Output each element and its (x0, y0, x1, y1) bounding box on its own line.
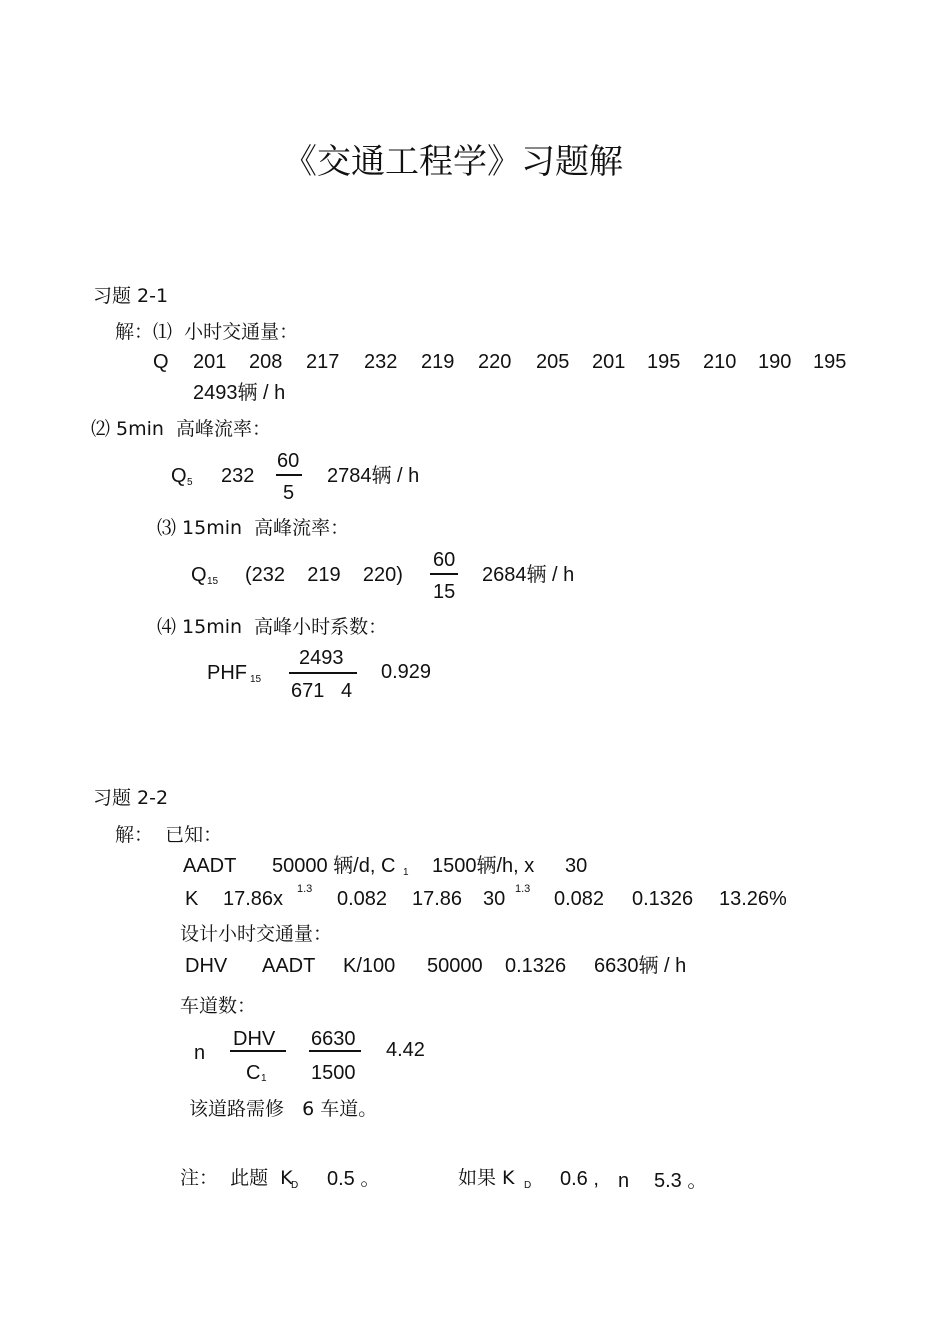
q5-denominator: 5 (283, 482, 295, 504)
problem-2-1-solution-label: 解：⑴ 小时交通量： (115, 321, 299, 343)
phf-denominator: 671 4 (291, 680, 353, 702)
k-label: K (185, 888, 199, 910)
q15-fraction-bar (430, 573, 458, 575)
note-part-b-subscript: D (524, 1180, 532, 1191)
note-part-a: 注： 此题 K (180, 1167, 293, 1189)
k-exponent-1: 1.3 (297, 883, 313, 895)
lanes-fraction-bar-2 (309, 1050, 361, 1052)
known-c-subscript: 1 (403, 867, 409, 878)
q-result: 2493辆 / h (193, 382, 286, 404)
conclusion-text: 该道路需修 6 车道。 (189, 1098, 378, 1120)
q-value-7: 205 (536, 351, 570, 373)
phf-fraction-bar (289, 672, 357, 674)
step-2-label: ⑵ 5min 高峰流率： (91, 418, 272, 440)
known-c-value: 1500辆/h, x (432, 855, 535, 877)
k-term-e: 0.082 (554, 888, 605, 910)
q5-result: 2784辆 / h (327, 465, 420, 487)
problem-2-2-solution-label: 解： 已知： (115, 824, 223, 846)
k-term-f: 0.1326 (632, 888, 694, 910)
lanes-fraction-bar-1 (230, 1050, 286, 1052)
phf-label: PHF (207, 662, 247, 684)
q15-label: Q (191, 564, 207, 586)
lanes-numerator-1: DHV (233, 1028, 276, 1050)
note-part-a-subscript: D (291, 1180, 299, 1191)
q-value-9: 195 (647, 351, 681, 373)
note-n-value: 5.3 。 (654, 1170, 708, 1192)
dhv-k: K/100 (343, 955, 396, 977)
q-value-5: 219 (421, 351, 455, 373)
q-value-4: 232 (364, 351, 398, 373)
k-term-a: 17.86x (223, 888, 284, 910)
lanes-denominator-1: C (246, 1062, 261, 1084)
q5-value: 232 (221, 465, 255, 487)
lanes-n: n (194, 1042, 206, 1064)
dhv-term-b: 0.1326 (505, 955, 567, 977)
q-label: Q (153, 351, 169, 373)
step-3-label: ⑶ 15min 高峰流率： (157, 517, 350, 539)
known-x-value: 30 (565, 855, 588, 877)
q5-subscript: 5 (187, 477, 193, 488)
k-result: 13.26% (719, 888, 787, 910)
q5-numerator: 60 (277, 450, 300, 472)
q-value-6: 220 (478, 351, 512, 373)
document-title: 《交通工程学》习题解 (283, 142, 623, 182)
q-value-10: 210 (703, 351, 737, 373)
q5-label: Q (171, 465, 187, 487)
q-value-11: 190 (758, 351, 792, 373)
lanes-result: 4.42 (386, 1039, 425, 1061)
k-term-d: 30 (483, 888, 506, 910)
k-term-c: 17.86 (412, 888, 463, 910)
note-part-b: 如果 K (458, 1167, 515, 1189)
problem-2-1-heading: 习题 2-1 (93, 285, 169, 307)
dhv-term-a: 50000 (427, 955, 483, 977)
lanes-denominator-2: 1500 (311, 1062, 356, 1084)
step-4-label: ⑷ 15min 高峰小时系数： (157, 616, 388, 638)
known-aadt-label: AADT (183, 855, 237, 877)
q-value-3: 217 (306, 351, 340, 373)
dhv-aadt: AADT (262, 955, 316, 977)
problem-2-2-heading: 习题 2-2 (93, 787, 169, 809)
note-n: n (618, 1170, 630, 1192)
note-part-b-value: 0.6 , (560, 1168, 599, 1190)
dhv-section-label: 设计小时交通量： (180, 923, 333, 945)
dhv-label: DHV (185, 955, 228, 977)
q-value-8: 201 (592, 351, 626, 373)
k-term-b: 0.082 (337, 888, 388, 910)
q-value-12: 195 (813, 351, 847, 373)
lanes-section-label: 车道数： (180, 995, 257, 1017)
q15-result: 2684辆 / h (482, 564, 575, 586)
k-exponent-2: 1.3 (515, 883, 531, 895)
note-part-a-value: 0.5 。 (327, 1168, 381, 1190)
lanes-numerator-2: 6630 (311, 1028, 356, 1050)
q-value-1: 201 (193, 351, 227, 373)
known-aadt-value: 50000 辆/d, C (272, 855, 396, 877)
q5-fraction-bar (276, 474, 302, 476)
phf-result: 0.929 (381, 661, 432, 683)
q15-sum: (232 219 220) (245, 564, 403, 586)
q-value-2: 208 (249, 351, 283, 373)
q15-numerator: 60 (433, 549, 456, 571)
lanes-denominator-1-subscript: 1 (261, 1073, 267, 1084)
q15-subscript: 15 (207, 576, 219, 587)
phf-numerator: 2493 (299, 647, 344, 669)
dhv-result: 6630辆 / h (594, 955, 687, 977)
phf-subscript: 15 (250, 674, 262, 685)
q15-denominator: 15 (433, 581, 456, 603)
